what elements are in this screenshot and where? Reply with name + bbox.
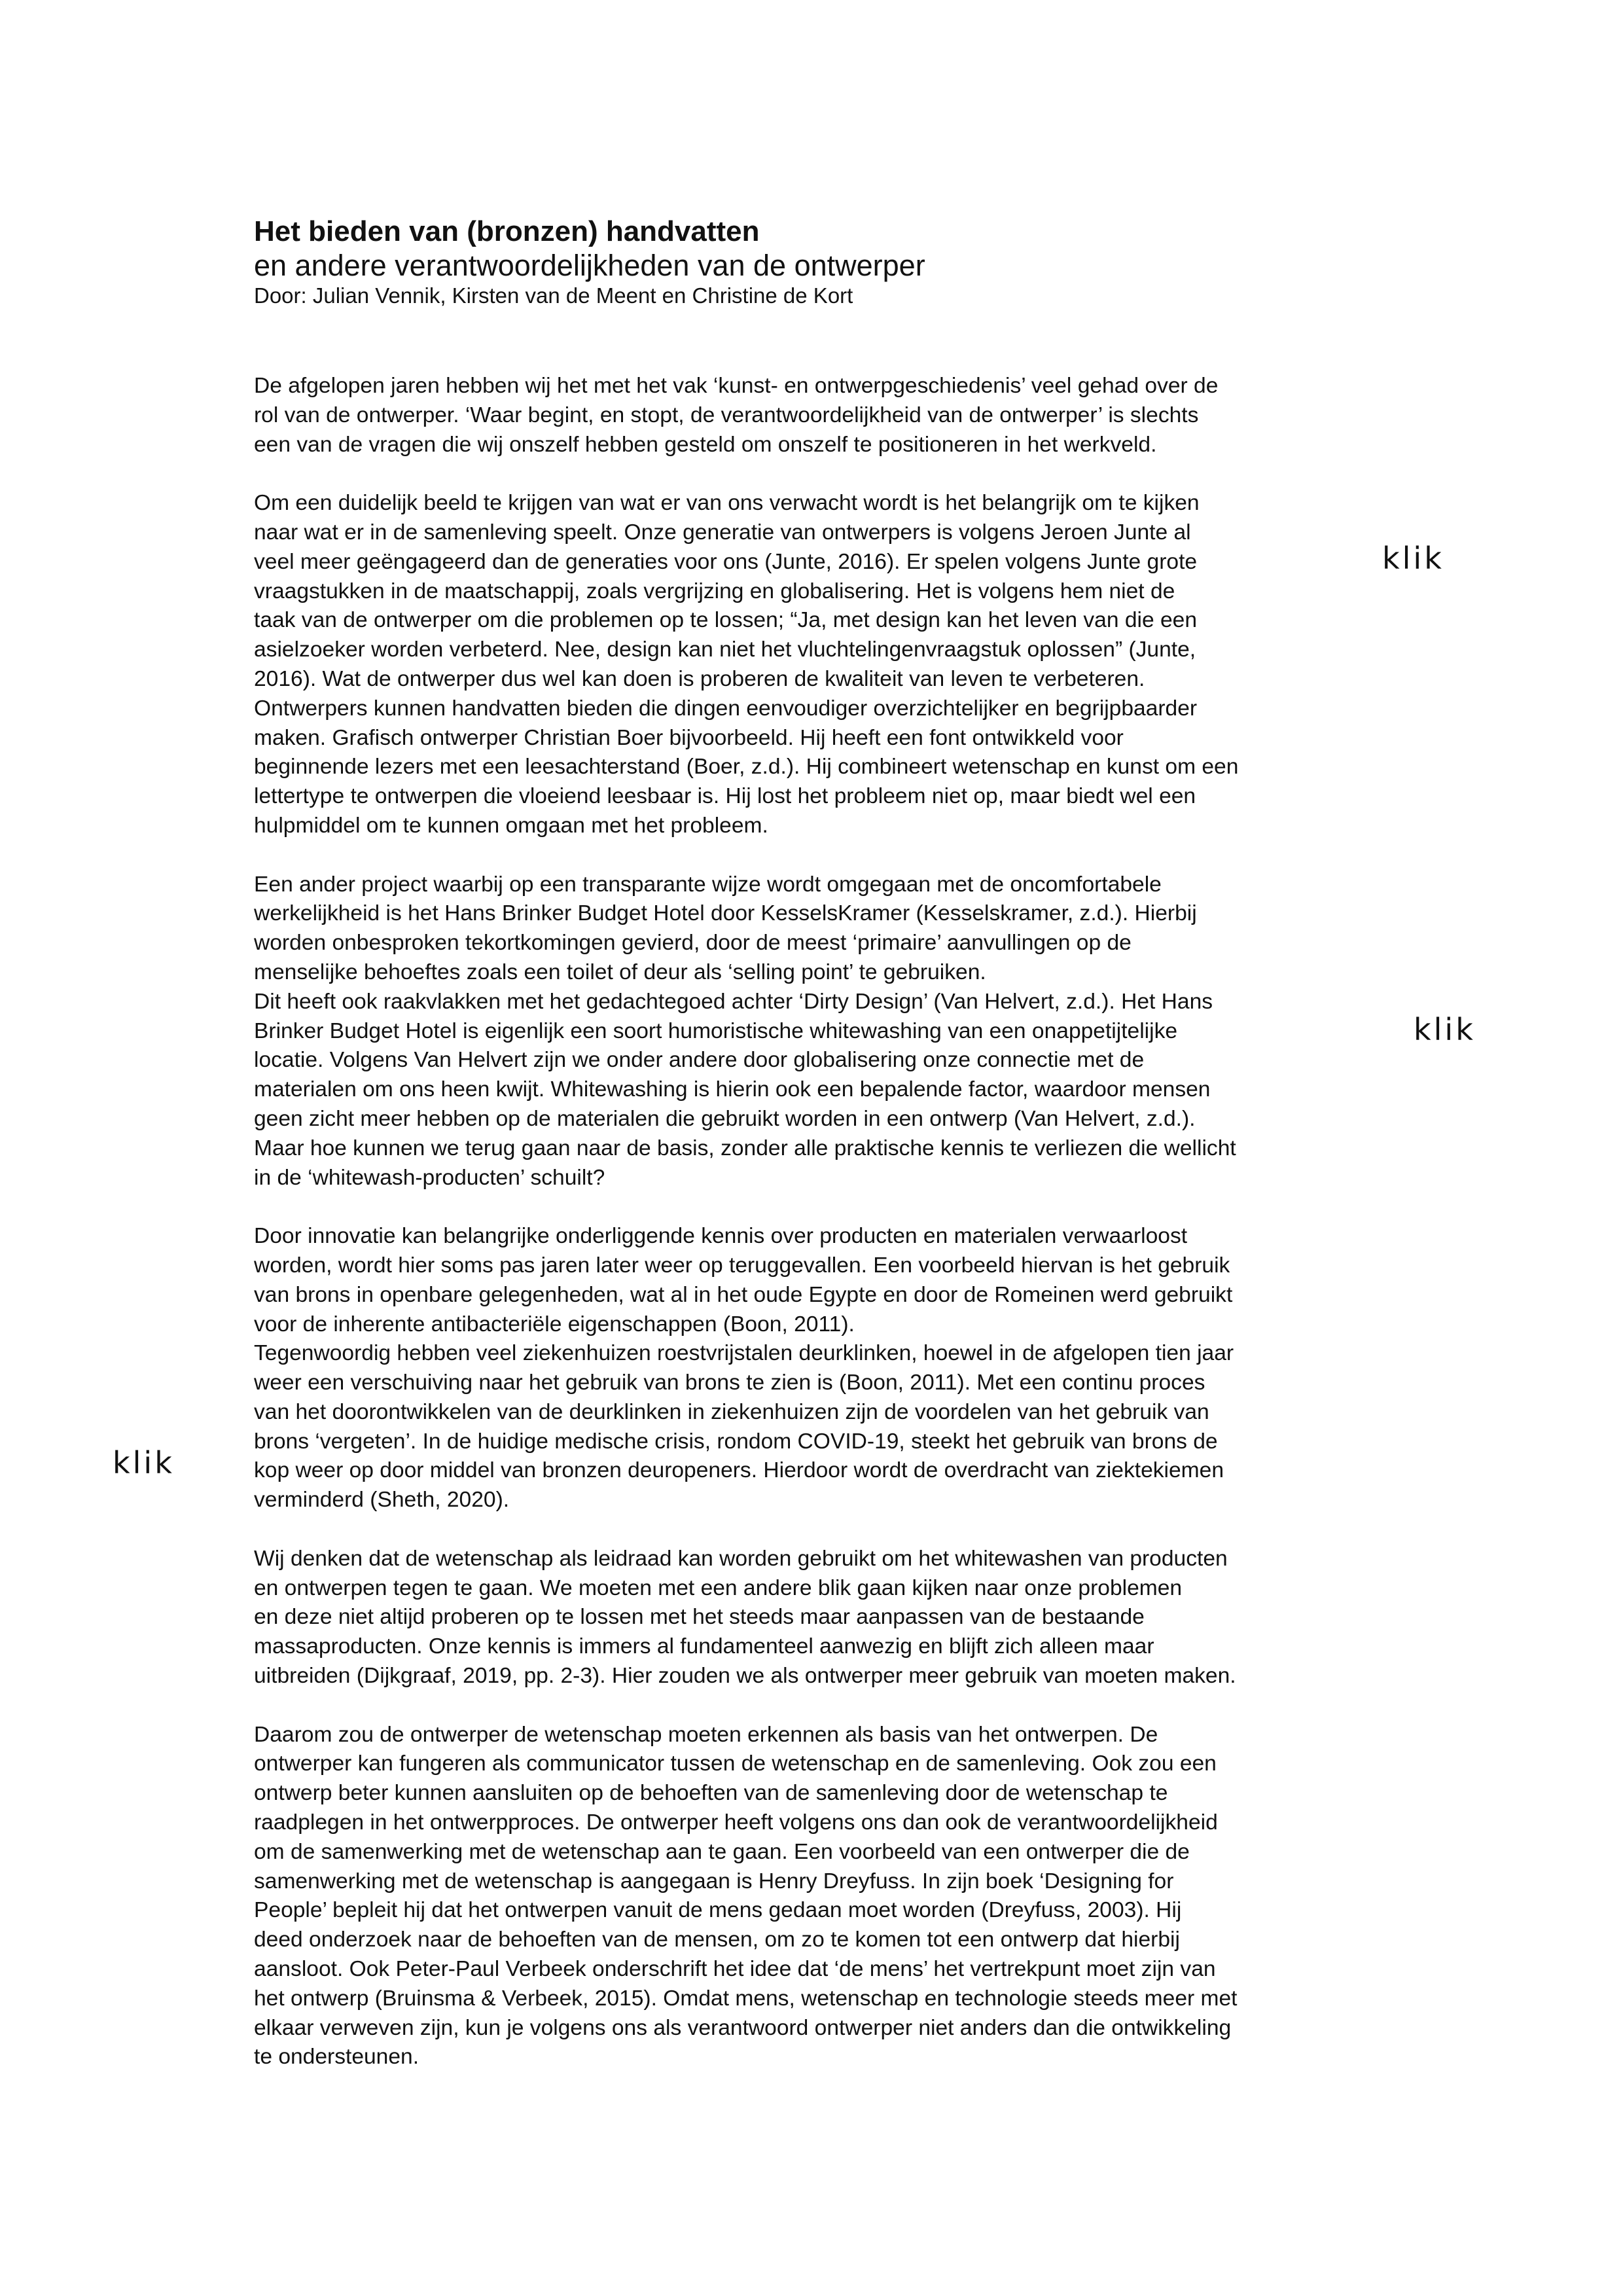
- paragraph-hans-brinker: Een ander project waarbij op een transparante wijze wordt omgegaan met de oncomfortabele werkelijkheid is het Hans Brinker Budget Hotel door KesselsKramer (Kesselskramer, z.d.). Hierbij worden onbesproken tekortkomingen gevierd, door de meest ‘primaire’ aanvullingen op de menselijke behoeftes zoals een toilet of deur als ‘selling point’ te gebruiken.: [254, 872, 1197, 984]
- article-title: Het bieden van (bronzen) handvatten: [254, 215, 760, 247]
- paragraph-intro: De afgelopen jaren hebben wij het met het vak ‘kunst- en ontwerpgeschiedenis’ veel gehad over de rol van de ontwerper. ‘Waar begint, en stopt, de verantwoordelijkheid van de ontwerper’ is slechts een van de vragen die wij onszelf hebben gesteld om onszelf te positioneren in het werkveld.: [254, 374, 1219, 457]
- margin-note-klik: klik: [113, 1445, 175, 1480]
- article-body: [254, 372, 1366, 2102]
- margin-note-klik: klik: [1382, 541, 1444, 576]
- margin-note-klik: klik: [1414, 1012, 1476, 1047]
- paragraph-conclusion: Daarom zou de ontwerper de wetenschap moeten erkennen als basis van het ontwerpen. De ontwerper kan fungeren als communicator tussen de wetenschap en de samenleving. Ook zou een ontwerp beter kunnen aansluiten op de behoeften van de samenleving door de wetenschap te raadplegen in het ontwerpproces. De ontwerper heeft volgens ons dan ook de verantwoordelijkheid om de samenwerking met de wetenschap aan te gaan. Een voorbeeld van een ontwerper die de samenwerking met de wetenschap is aangegaan is Henry Dreyfuss. In zijn boek ‘Designing for People’ bepleit hij dat het ontwerpen vanuit de mens gedaan moet worden (Dreyfuss, 2003). Hij deed onderzoek naar de behoeften van de mensen, om zo te komen tot een ontwerp dat hierbij aansloot. Ook Peter-Paul Verbeek onderschrift het idee dat ‘de mens’ het vertrekpunt moet zijn van het ontwerp (Bruinsma & Verbeek, 2015). Omdat mens, wetenschap en technologie steeds meer met elkaar verweven zijn, kun je volgens ons als verantwoord ontwerper niet anders dan die ontwikkeling te ondersteunen.: [254, 1722, 1238, 2070]
- paragraph-dirty-design: Dit heeft ook raakvlakken met het gedachtegoed achter ‘Dirty Design’ (Van Helvert, z.d.). Het Hans Brinker Budget Hotel is eigenlijk een soort humoristische whitewashing van een onappetijtelijke locatie. Volgens Van Helvert zijn we onder andere door globalisering onze connectie met de materialen om ons heen kwijt. Whitewashing is hierin ook een bepalende factor, waardoor mensen geen zicht meer hebben op de materialen die gebruikt worden in een ontwerp (Van Helvert, z.d.). Maar hoe kunnen we terug gaan naar de basis, zonder alle praktische kennis te verliezen die wellicht in de ‘whitewash-producten’ schuilt?: [254, 989, 1236, 1190]
- paragraph-bronze-hospitals: Tegenwoordig hebben veel ziekenhuizen roestvrijstalen deurklinken, hoewel in de afgelopen tien jaar weer een verschuiving naar het gebruik van brons te zien is (Boon, 2011). Met een continu proces van het doorontwikkelen van de deurklinken in ziekenhuizen zijn de voordelen van het gebruik van brons ‘vergeten’. In de huidige medische crisis, rondom COVID-19, steekt het gebruik van brons de kop weer op door middel van bronzen deuropeners. Hierdoor wordt de overdracht van ziektekiemen verminderd (Sheth, 2020).: [254, 1341, 1234, 1513]
- article-authors: Door: Julian Vennik, Kirsten van de Meent en Christine de Kort: [254, 283, 853, 308]
- paragraph-science-guide: Wij denken dat de wetenschap als leidraad kan worden gebruikt om het whitewashen van producten en ontwerpen tegen te gaan. We moeten met een andere blik gaan kijken naar onze problemen en deze niet altijd proberen op te lossen met het steeds maar aanpassen van de bestaande massaproducten. Onze kennis is immers al fundamenteel aanwezig en blijft zich alleen maar uitbreiden (Dijkgraaf, 2019, pp. 2-3). Hier zouden we als ontwerper meer gebruik van moeten maken.: [254, 1546, 1236, 1689]
- article-subtitle: en andere verantwoordelijkheden van de ontwerper: [254, 249, 925, 282]
- paragraph-bronze-history: Door innovatie kan belangrijke onderliggende kennis over producten en materialen verwaarloost worden, wordt hier soms pas jaren later weer op teruggevallen. Een voorbeeld hiervan is het gebruik van brons in openbare gelegenheden, wat al in het oude Egypte en door de Romeinen werd gebruikt voor de inherente antibacteriële eigenschappen (Boon, 2011).: [254, 1224, 1233, 1336]
- article-header: [254, 215, 1380, 309]
- paragraph-junte: Om een duidelijk beeld te krijgen van wat er van ons verwacht wordt is het belangrijk om te kijken naar wat er in de samenleving speelt. Onze generatie van ontwerpers is volgens Jeroen Junte al veel meer geëngageerd dan de generaties voor ons (Junte, 2016). Er spelen volgens Junte grote vraagstukken in de maatschappij, zoals vergrijzing en globalisering. Het is volgens hem niet de taak van de ontwerper om die problemen op te lossen; “Ja, met design kan het leven van die een asielzoeker worden verbeterd. Nee, design kan niet het vluchtelingenvraagstuk oplossen” (Junte, 2016). Wat de ontwerper dus wel kan doen is proberen de kwaliteit van leven te verbeteren. Ontwerpers kunnen handvatten bieden die dingen eenvoudiger overzichtelijker en begrijpbaarder maken. Grafisch ontwerper Christian Boer bijvoorbeeld. Hij heeft een font ontwikkeld voor beginnende lezers met een leesachterstand (Boer, z.d.). Hij combineert wetenschap en kunst om een lettertype te ontwerpen die vloeiend leesbaar is. Hij lost het probleem niet op, maar biedt wel een hulpmiddel om te kunnen omgaan met het probleem.: [254, 491, 1239, 838]
